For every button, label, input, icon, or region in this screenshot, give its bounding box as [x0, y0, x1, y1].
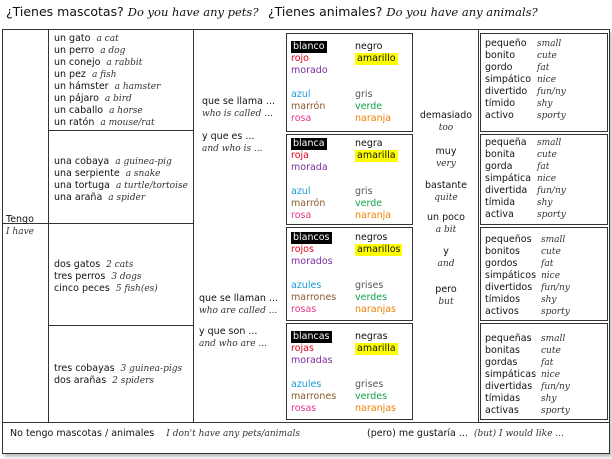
adjective-es: bonitos: [485, 246, 520, 257]
colour-left-item: azul: [291, 89, 311, 100]
animal-item: un conejo a rabbit: [54, 57, 143, 68]
intensifier-list: demasiado too muy very bastante quite un poco a bit y and pero but: [414, 110, 478, 308]
adjective-es: pequeña: [485, 137, 527, 148]
animal-item: un perro a dog: [54, 45, 126, 56]
colour-left-item: blanca: [293, 138, 325, 149]
animal-list-masc-plural: [54, 259, 158, 295]
footer-would-like: (pero) me gustaría ... (but) I would like ...: [367, 428, 564, 439]
adjective-es: simpático: [485, 74, 532, 85]
colour-right-item: amarillos: [357, 244, 401, 255]
adjective-es: tímidos: [485, 294, 521, 305]
colour-list-fem-sing: [291, 138, 411, 222]
adjective-es: pequeño: [485, 38, 527, 49]
colour-right-item: negro: [355, 41, 383, 52]
adjective-en: nice: [541, 370, 561, 380]
adjective-en: cute: [541, 247, 561, 257]
divider: [48, 130, 193, 131]
adjective-es: tímido: [485, 98, 516, 109]
adjective-en: fun/ny: [537, 87, 566, 97]
intensifier-demasiado: demasiado: [419, 110, 473, 121]
colour-left-item: morados: [291, 256, 333, 267]
animal-item: una cobaya a guinea-pig: [54, 156, 172, 167]
colour-right-item: negras: [355, 331, 388, 342]
colour-left-item: moradas: [291, 355, 333, 366]
colour-left-item: blancos: [293, 232, 330, 243]
animal-item: un hámster a hamster: [54, 81, 161, 92]
animal-item: dos gatos 2 cats: [54, 259, 134, 270]
divider: [478, 29, 479, 422]
colour-left-item: rosas: [291, 304, 317, 315]
animal-item: tres perros 3 dogs: [54, 271, 142, 282]
intensifier-bastante: bastante: [425, 180, 467, 191]
adjective-en: fat: [537, 162, 550, 172]
adjective-en: small: [541, 235, 566, 245]
adjective-en: shy: [537, 99, 553, 109]
divider: [48, 325, 193, 326]
colour-left-item: azules: [291, 280, 322, 291]
adjective-es: simpática: [485, 173, 532, 184]
colour-left-item: roja: [291, 150, 309, 161]
adjective-list-fem-sing: [485, 137, 597, 221]
adjective-es: divertida: [485, 185, 528, 196]
colour-right-item: grises: [355, 379, 384, 390]
adjective-es: activo: [485, 110, 514, 121]
colour-left-item: rosas: [291, 403, 317, 414]
adjective-es: bonitas: [485, 345, 520, 356]
animal-item: un pájaro a bird: [54, 93, 132, 104]
adjective-es: gordo: [485, 62, 513, 73]
colour-left-item: marrones: [291, 292, 337, 303]
adjective-en: nice: [541, 271, 561, 281]
intensifier-muy: muy: [435, 146, 457, 157]
adjective-es: bonita: [485, 149, 516, 160]
animal-item: cinco peces 5 fish(es): [54, 283, 158, 294]
colour-list-masc-sing: [291, 41, 411, 125]
adjective-en: sporty: [541, 406, 570, 416]
colour-left-item: morado: [291, 65, 328, 76]
adjective-en: cute: [537, 51, 557, 61]
colour-right-item: naranjas: [355, 304, 397, 315]
adjective-es: pequeñas: [485, 333, 532, 344]
animal-list-fem-sing: [54, 156, 188, 204]
animal-item: un caballo a horse: [54, 105, 143, 116]
animal-item: una serpiente a snake: [54, 168, 161, 179]
header-question-pets: ¿Tienes mascotas? Do you have any pets?: [6, 4, 259, 19]
colour-right-item: naranjas: [355, 403, 397, 414]
divider: [48, 29, 49, 422]
animal-item: una araña a spider: [54, 192, 146, 203]
adjective-es: tímidas: [485, 393, 521, 404]
colour-left-item: marrones: [291, 391, 337, 402]
adjective-es: activos: [485, 306, 519, 317]
colour-right-item: verde: [355, 101, 383, 112]
adjective-en: fun/ny: [541, 382, 570, 392]
colour-right-item: verdes: [355, 391, 388, 402]
colour-left-item: blancas: [293, 331, 330, 342]
adjective-en: sporty: [541, 307, 570, 317]
adjective-en: fat: [541, 358, 554, 368]
adjective-en: small: [537, 39, 562, 49]
animal-item: dos arañas 2 spiders: [54, 375, 155, 386]
animal-item: tres cobayas 3 guinea-pigs: [54, 363, 183, 374]
adjective-list-masc-plural: [485, 234, 597, 318]
conjunction-y: y: [443, 246, 449, 257]
colour-list-fem-plural: [291, 331, 411, 415]
adjective-en: sporty: [537, 111, 566, 121]
colour-right-item: gris: [355, 89, 373, 100]
colour-right-item: amarillo: [357, 53, 396, 64]
colour-left-item: azules: [291, 379, 322, 390]
animal-list-fem-plural: [54, 363, 182, 387]
colour-right-item: naranja: [355, 210, 392, 221]
colour-right-item: naranja: [355, 113, 392, 124]
colour-left-item: rojas: [291, 343, 314, 354]
adjective-en: cute: [537, 150, 557, 160]
adjective-list-fem-plural: [485, 333, 597, 417]
colour-left-item: marrón: [291, 198, 326, 209]
colour-left-item: rojo: [291, 53, 309, 64]
adjective-es: simpáticas: [485, 369, 537, 380]
colour-right-item: verde: [355, 198, 383, 209]
adjective-en: cute: [541, 346, 561, 356]
tengo-label: Tengo I have: [6, 214, 34, 237]
colour-left-item: rojos: [291, 244, 314, 255]
colour-left-item: rosa: [291, 113, 312, 124]
animal-list-masc-sing: [54, 33, 160, 129]
adjective-es: simpáticos: [485, 270, 537, 281]
adjective-es: gordos: [485, 258, 518, 269]
adjective-list-masc-sing: [485, 38, 597, 122]
colour-left-item: blanco: [293, 41, 325, 52]
intensifier-un-poco: un poco: [427, 212, 465, 223]
adjective-es: activa: [485, 209, 514, 220]
adjective-en: fun/ny: [537, 186, 566, 196]
adjective-es: pequeños: [485, 234, 532, 245]
colour-right-item: amarilla: [357, 150, 396, 161]
colour-right-item: amarilla: [357, 343, 396, 354]
divider: [2, 422, 610, 423]
animal-item: una tortuga a turtle/tortoise: [54, 180, 188, 191]
colour-right-item: gris: [355, 186, 373, 197]
adjective-es: gorda: [485, 161, 513, 172]
colour-right-item: grises: [355, 280, 384, 291]
adjective-en: nice: [537, 75, 557, 85]
colour-left-item: marrón: [291, 101, 326, 112]
adjective-es: divertido: [485, 86, 528, 97]
colour-right-item: negra: [355, 138, 383, 149]
adjective-en: small: [537, 138, 562, 148]
adjective-es: bonito: [485, 50, 516, 61]
adjective-es: tímida: [485, 197, 516, 208]
conjunction-pero: pero: [435, 284, 457, 295]
connector-singular: que se llama ... who is called ... y que es ... and who is ...: [202, 96, 275, 154]
adjective-en: shy: [537, 198, 553, 208]
animal-item: un gato a cat: [54, 33, 119, 44]
colour-left-item: azul: [291, 186, 311, 197]
adjective-en: fat: [541, 259, 554, 269]
adjective-es: activas: [485, 405, 519, 416]
adjective-en: fun/ny: [541, 283, 570, 293]
colour-list-masc-plural: [291, 232, 411, 316]
adjective-es: gordas: [485, 357, 518, 368]
animal-item: un pez a fish: [54, 69, 117, 80]
header-question-animals: ¿Tienes animales? Do you have any animals?: [268, 4, 538, 19]
adjective-en: small: [541, 334, 566, 344]
colour-left-item: rosa: [291, 210, 312, 221]
adjective-es: divertidos: [485, 282, 533, 293]
adjective-en: shy: [541, 394, 557, 404]
colour-right-item: verdes: [355, 292, 388, 303]
adjective-en: fat: [537, 63, 550, 73]
animal-item: un ratón a mouse/rat: [54, 117, 155, 128]
colour-left-item: morada: [291, 162, 328, 173]
connector-plural: que se llaman ... who are called ... y que son ... and who are ...: [199, 293, 279, 349]
adjective-en: nice: [537, 174, 557, 184]
adjective-es: divertidas: [485, 381, 533, 392]
footer-no-pets: No tengo mascotas / animales I don't have any pets/animals: [10, 428, 300, 439]
adjective-en: sporty: [537, 210, 566, 220]
colour-right-item: negros: [355, 232, 388, 243]
divider: [193, 29, 194, 422]
adjective-en: shy: [541, 295, 557, 305]
